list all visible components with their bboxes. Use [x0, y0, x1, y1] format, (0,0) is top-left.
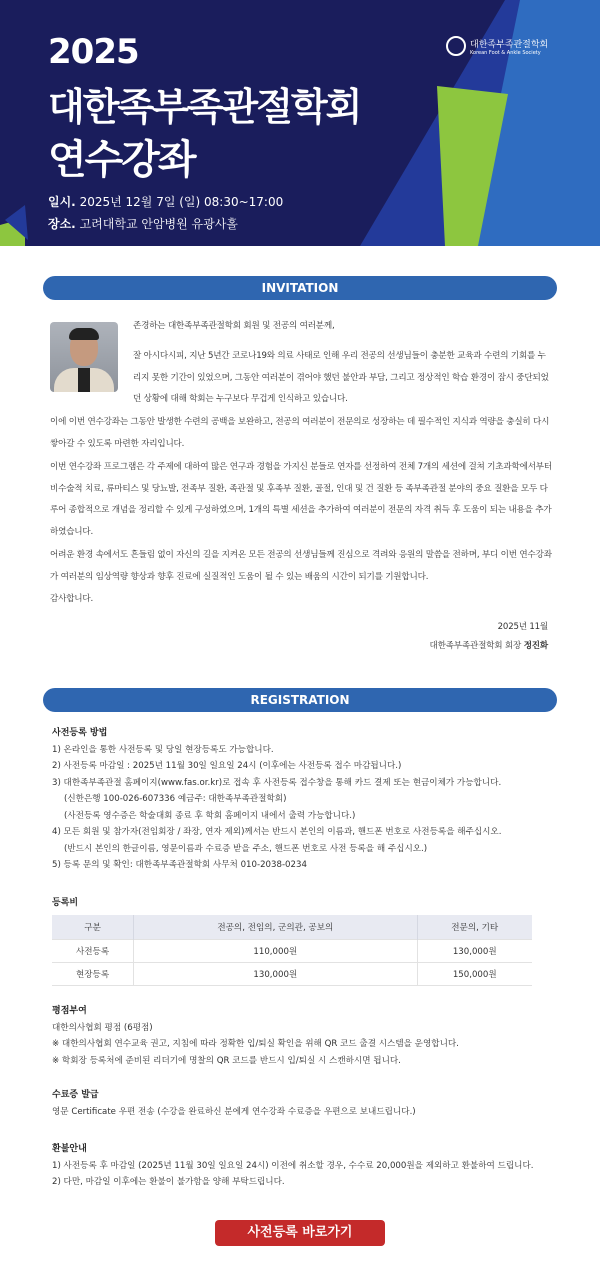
cell: 130,000원 [134, 962, 417, 985]
method-line: (반드시 본인의 한글이름, 영문이름과 수료증 받을 주소, 핸드폰 번호로 사전 등록을 해 주십시오.) [64, 843, 428, 854]
hero-banner [0, 0, 600, 246]
invitation-paragraph-1: 잘 아시다시피, 지난 5년간 코로나19와 의료 사태로 인해 우리 전공의 선생님들이 충분한 교육과 수련의 기회를 누리지 못한 기간이 있었으며, 그동안 여러분이 겪어야 했던 불안과 부담, 그리고 정상적인 학습 환경이 잠시 중단되었던 상황에 대해 학회는 누구보다 무겁게 인식하고 있습니다. [133, 351, 549, 404]
event-place: 장소. 고려대학교 안암병원 유광사홀 [48, 217, 238, 231]
table-header-row [52, 915, 532, 939]
fee-table [52, 915, 532, 986]
invitation-paragraph-2: 이에 이번 연수강좌는 그동안 발생한 수련의 공백을 보완하고, 전공의 여러분이 전문의로 성장하는 데 필수적인 지식과 역량을 충실히 다시 쌓아갈 수 있도록 마련한 자리입니다. [50, 417, 550, 449]
method-title: 사전등록 방법 [52, 728, 108, 738]
table-row [52, 962, 532, 985]
certificate-section [52, 1087, 416, 1120]
cert-line: 영문 Certificate 우편 전송 (수강을 완료하신 분에게 연수강좌 수료증을 우편으로 보내드립니다.) [52, 1106, 416, 1117]
cell: 110,000원 [134, 939, 417, 962]
logo-english: Korean Foot & Ankle Society [470, 49, 541, 56]
method-line: 3) 대한족부족관절 홈페이지(www.fas.or.kr)로 접속 후 사전등록 접수창을 통해 카드 결제 또는 현금이체가 가능합니다. [52, 777, 502, 788]
refund-line: 1) 사전등록 후 마감일 (2025년 11월 30일 일요일 24시) 이전에 취소할 경우, 수수료 20,000원을 제외하고 환불하여 드립니다. [52, 1160, 534, 1171]
cell: 130,000원 [417, 939, 532, 962]
credit-title: 평점부여 [52, 1006, 87, 1016]
method-line: 1) 온라인을 통한 사전등록 및 당일 현장등록도 가능합니다. [52, 744, 274, 755]
cell: 사전등록 [52, 939, 134, 962]
method-line: 2) 사전등록 마감일 : 2025년 11월 30일 일요일 24시 (이후에는 사전등록 접수 마감됩니다.) [52, 761, 402, 771]
cell: 현장등록 [52, 962, 134, 985]
society-logo [446, 36, 548, 56]
invitation-header: INVITATION [43, 276, 557, 300]
invitation-paragraph-4: 어려운 환경 속에서도 흔들림 없이 자신의 길을 지켜온 모든 전공의 선생님들께 진심으로 격려와 응원의 말씀을 전하며, 부디 이번 연수강좌가 여러분의 임상역량 향상과 향후 진료에 실질적인 도움이 될 수 있는 배움의 시간이 되기를 기원합니다. [50, 550, 552, 582]
registration-method [52, 725, 501, 874]
credit-line: ※ 학회장 등록처에 준비된 리더기에 명찰의 QR 코드를 반드시 입/퇴실 시 스캔하시면 됩니다. [52, 1055, 401, 1066]
invitation-paragraph-3: 이번 연수강좌 프로그램은 각 주제에 대하여 많은 연구과 경험을 가지신 분들로 연자를 선정하여 전체 7개의 세션에 걸쳐 기초과학에서부터 비수술적 치료, 류마티스 및 당뇨발, 전족부 질환, 족관절 및 후족부 질환, 골절, 인대 및 건 질환 등 족부족관절 분야의 중요 질환을 모두 다루어 종합적으로 개념을 정리할 수 있게 구성하였으며, 1개의 특별 세션을 추가하여 여러분이 전문의 자격 취득 후 도움이 되는 내용을 추가하였습니다. [50, 462, 552, 537]
method-line: (사전등록 영수증은 학술대회 종료 후 학회 홈페이지 내에서 출력 가능합니다.) [64, 810, 356, 821]
credit-section [52, 1003, 459, 1069]
president-photo [50, 322, 118, 392]
logo-korean: 대한족부족관절학회 [470, 39, 549, 50]
method-line: (신한은행 100-026-607336 예금주: 대한족부족관절학회) [64, 794, 287, 804]
signature: 대한족부족관절학회 회장 정진화 [429, 641, 548, 651]
header-cell: 전문의, 기타 [417, 915, 532, 939]
greeting: 존경하는 대한족부족관절학회 회원 및 전공의 여러분께, [133, 321, 335, 331]
cert-title: 수료증 발급 [52, 1090, 99, 1100]
credit-line: 대한의사협회 평점 (6평점) [52, 1022, 153, 1033]
refund-line: 2) 다만, 마감일 이후에는 환불이 불가함을 양해 부탁드립니다. [52, 1177, 285, 1187]
method-line: 5) 등록 문의 및 확인: 대한족부족관절학회 사무처 010-2038-0234 [52, 860, 307, 870]
sign-date: 2025년 11월 [497, 622, 548, 632]
table-row [52, 939, 532, 962]
thanks: 감사합니다. [50, 594, 94, 604]
hero-year: 2025 [48, 32, 139, 72]
header-cell: 구분 [52, 915, 134, 939]
credit-line: ※ 대한의사협회 연수교육 권고, 지침에 따라 정확한 입/퇴실 확인을 위해 QR 코드 출결 시스템을 운영합니다. [52, 1039, 459, 1049]
society-emblem-icon [446, 36, 466, 56]
registration-header: REGISTRATION [43, 688, 557, 712]
hero-course: 연수강좌 [48, 137, 195, 183]
refund-title: 환불안내 [52, 1144, 87, 1154]
event-date: 일시. 2025년 12월 7일 (일) 08:30~17:00 [48, 195, 284, 209]
pre-registration-button[interactable]: 사전등록 바로가기 [215, 1220, 385, 1246]
hero-society: 대한족부족관절학회 [48, 85, 361, 129]
fee-title: 등록비 [52, 898, 79, 908]
cell: 150,000원 [417, 962, 532, 985]
refund-section [52, 1141, 534, 1191]
header-cell: 전공의, 전임의, 군의관, 공보의 [134, 915, 417, 939]
method-line: 4) 모든 회원 및 참가자(전임회장 / 좌장, 연자 제외)께서는 반드시 본인의 이름과, 핸드폰 번호로 사전등록을 해주십시오. [52, 827, 502, 837]
